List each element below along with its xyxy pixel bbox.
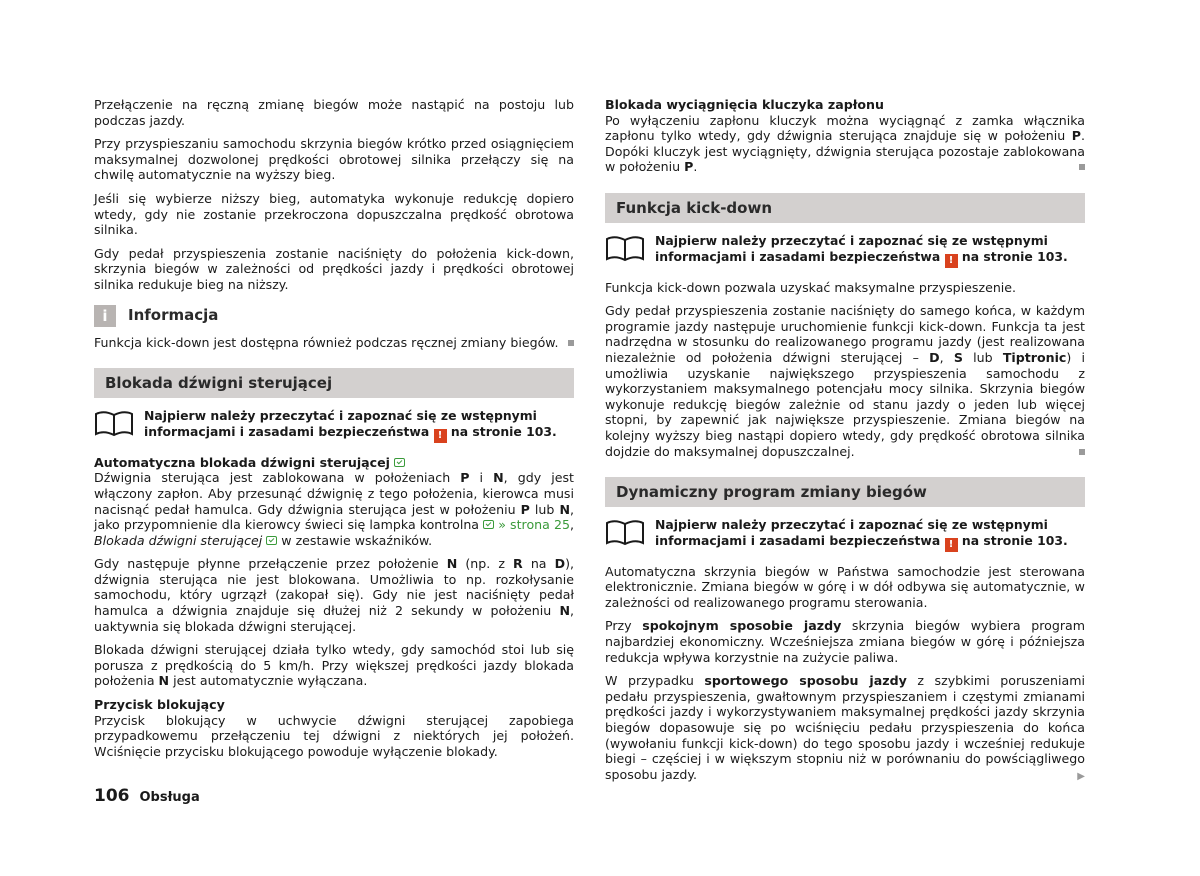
paragraph: Gdy pedał przyspieszenia zostanie naciśnięty do samego końca, w każdym programie jazdy następuje uruchomienie funkcji kick-down. Funkcja ta jest nadrzędna w stosunku do realizowanego programu jazdy (jest realizowana niezależnie od położenia dźwigni sterującej – D, S lub Tiptronic) i umożliwia uzyskanie największego przyspieszenia samochodu z wykorzystaniem maksymalnego potencjału mocy silnika. Skrzynia biegów wykonuje redukcję biegów zależnie od stanu jazdy o jeden lub więcej stopni, by zapewnić jak największe przyspieszenie. Zmiana biegów na kolejny wyższy bieg nastąpi dopiero wtedy, gdy prędkość obrotowa silnika dojdzie do maksymalnej dopuszczalnej. xyxy=(605,303,1085,459)
subheading: Blokada wyciągnięcia kluczyka zapłonu xyxy=(605,97,884,112)
gear-lock-indicator-icon xyxy=(394,458,405,467)
section-name: Obsługa xyxy=(139,790,200,805)
book-icon xyxy=(94,408,134,438)
warning-note xyxy=(94,408,574,443)
section-end-marker xyxy=(1079,449,1085,455)
paragraph: Jeśli się wybierze niższy bieg, automatyka wykonuje redukcję dopiero wtedy, gdy nie zostanie przekroczona dopuszczalna prędkość obrotowa silnika. xyxy=(94,190,574,238)
paragraph: Funkcja kick-down pozwala uzyskać maksymalne przyspieszenie. xyxy=(605,279,1017,295)
warning-note xyxy=(605,233,1085,268)
section-heading: Blokada dźwigni sterującej xyxy=(94,368,574,398)
paragraph: Przełączenie na ręczną zmianę biegów może nastąpić na postoju lub podczas jazdy. xyxy=(94,97,574,128)
book-icon xyxy=(605,233,645,263)
section-end-marker xyxy=(568,340,574,346)
paragraph: W przypadku sportowego sposobu jazdy z szybkimi poruszeniami pedału przyspieszenia, gwałtownym przyspieszaniem i częstymi zmianami prędkości jazdy i wykorzystywaniem maksymalnej prędkości jazdy skrzynia biegów dopasowuje się po wciśnięciu pedału przyspieszenia do końca (wywołaniu funkcji kick-down) do tego sposobu jazdy i wcześniej redukuje biegi – częściej i w większym stopniu niż w porównaniu do powściągliwego sposobu jazdy. ▶ xyxy=(605,673,1085,782)
info-header xyxy=(94,305,574,327)
right-column xyxy=(605,97,1085,790)
page-link[interactable]: » strona 25 xyxy=(498,517,570,533)
section-end-marker xyxy=(1079,164,1085,170)
page-number: 106 xyxy=(94,786,130,806)
paragraph: Przycisk blokujący w uchwycie dźwigni sterującej zapobiega przypadkowemu przełączeniu tej dźwigni z niektórych jej położeń. Wciśnięcie przycisku blokującego powoduje wyłączenie blokady. xyxy=(94,712,574,759)
info-icon: i xyxy=(94,305,116,327)
paragraph: Automatyczna skrzynia biegów w Państwa samochodzie jest sterowana elektronicznie. Zmiana biegów w górę i w dół odbywa się automatycznie, w zależności od realizowanego programu sterowania. xyxy=(605,563,1085,610)
warning-text: Najpierw należy przeczytać i zapoznać się ze wstępnymi informacjami i zasadami bezpieczeństwa ! na stronie 103. xyxy=(144,408,557,441)
section-heading: Dynamiczny program zmiany biegów xyxy=(605,477,1085,507)
gear-lock-indicator-icon xyxy=(266,536,277,545)
info-title: Informacja xyxy=(128,305,219,324)
warning-note xyxy=(605,517,1085,552)
warning-icon: ! xyxy=(945,254,958,268)
book-icon xyxy=(605,517,645,547)
warning-text: Najpierw należy przeczytać i zapoznać się ze wstępnymi informacjami i zasadami bezpieczeństwa ! na stronie 103. xyxy=(655,232,1068,266)
paragraph: Przy przyspieszaniu samochodu skrzynia biegów krótko przed osiągnięciem maksymalnej dozwolonej prędkości obrotowej silnika przełączy się na chwilę automatycznie na wyższy bieg. xyxy=(94,136,574,183)
continued-arrow-icon: ▶ xyxy=(1077,770,1085,782)
left-column xyxy=(94,97,574,767)
paragraph: Przy spokojnym sposobie jazdy skrzynia biegów wybiera program najbardziej ekonomiczny. Wcześniejsza zmiana biegów w górę i późniejsza redukcja wpływa korzystnie na zużycie paliwa. xyxy=(605,618,1085,665)
warning-icon: ! xyxy=(945,538,958,552)
page-footer xyxy=(94,786,200,806)
subheading: Przycisk blokujący xyxy=(94,697,225,713)
section-heading: Funkcja kick-down xyxy=(605,193,1085,223)
paragraph: Gdy następuje płynne przełączenie przez położenie N (np. z R na D), dźwignia sterująca nie jest blokowana. Umożliwia to np. rozkołysanie samochodu, który ugrzązł (zakopał się). Gdy nie jest naciśnięty pedał hamulca a dźwignia znajduje się dłużej niż 2 sekundy w położeniu N, uaktywnia się blokada dźwigni sterującej. xyxy=(94,556,575,634)
gear-lock-indicator-icon xyxy=(483,520,494,529)
paragraph: Dźwignia sterująca jest zablokowana w położeniach P i N, gdy jest włączony zapłon. Aby przesunąć dźwignię z tego położenia, kierowca musi nacisnąć pedał hamulca. Gdy dźwignia sterująca jest w położeniu P lub N, jako przypomnienie dla kierowcy świeci się lampka kontrolna » strona 25, Blokada dźwigni sterującej w zestawie wskaźników. xyxy=(94,470,574,548)
warning-text: Najpierw należy przeczytać i zapoznać się ze wstępnymi informacjami i zasadami bezpieczeństwa ! na stronie 103. xyxy=(655,517,1068,550)
subheading: Automatyczna blokada dźwigni sterującej xyxy=(94,455,574,471)
paragraph: Po wyłączeniu zapłonu kluczyk można wyciągnąć z zamka włącznika zapłonu tylko wtedy, gdy dźwignia sterująca znajduje się w położeniu P. Dopóki kluczyk jest wyciągnięty, dźwignia sterująca pozostaje zablokowana w położeniu P. xyxy=(605,112,1085,175)
info-text: Funkcja kick-down jest dostępna również podczas ręcznej zmiany biegów. xyxy=(94,335,574,351)
paragraph: Gdy pedał przyspieszenia zostanie naciśnięty do położenia kick-down, skrzynia biegów w zależności od prędkości jazdy i prędkości obrotowej silnika redukuje bieg na niższy. xyxy=(94,245,574,292)
warning-icon: ! xyxy=(434,429,447,443)
paragraph: Blokada dźwigni sterującej działa tylko wtedy, gdy samochód stoi lub się porusza z prędkością do 5 km/h. Przy większej prędkości jazdy blokada położenia N jest automatycznie wyłączana. xyxy=(94,642,574,689)
